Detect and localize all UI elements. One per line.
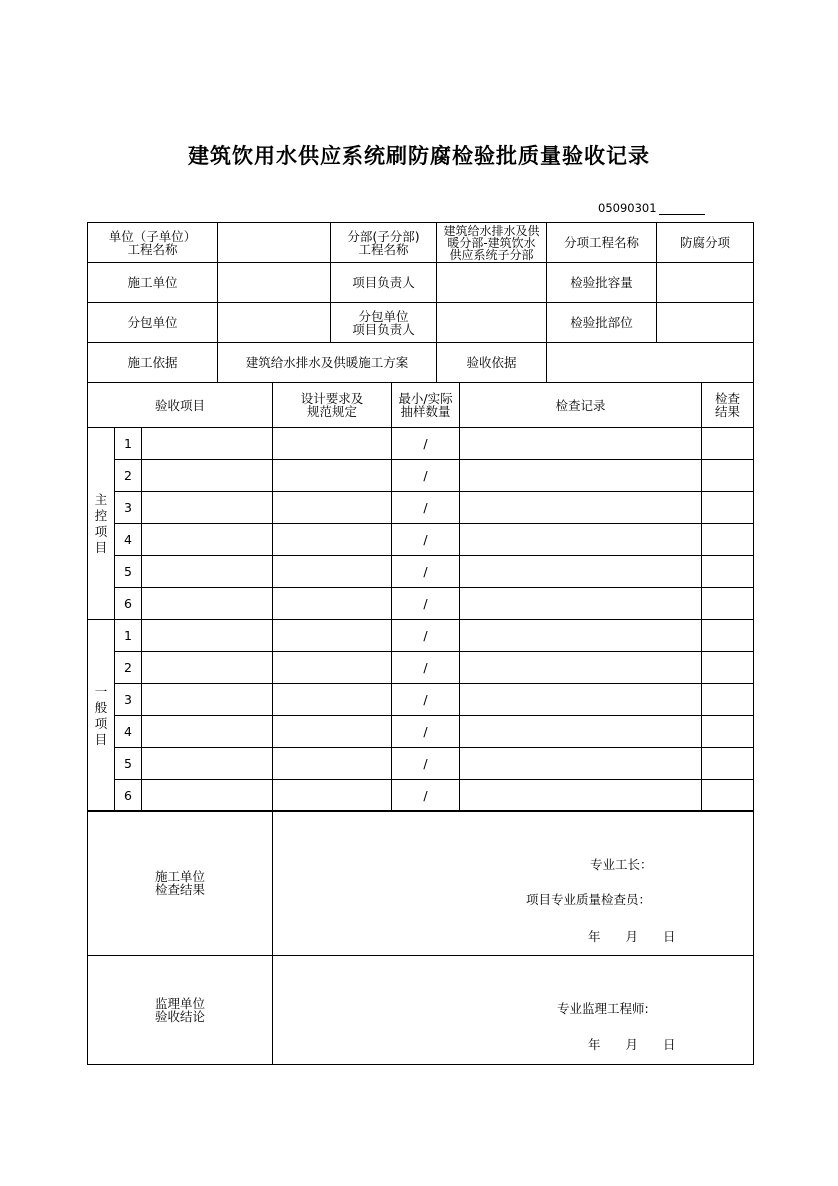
table-row [88,780,754,812]
supervisor-check-area[interactable] [273,956,754,1065]
construction-basis-label: 施工依据 [88,343,218,383]
unit-name-label: 单位（子单位） 工程名称 [88,223,218,263]
record-cell[interactable] [460,460,702,492]
supervising-engineer-signature-label: 专业监理工程师: [557,1001,649,1016]
contractor-check-label: 施工单位 检查结果 [88,811,273,956]
item-cell[interactable] [142,588,273,620]
item-cell[interactable] [142,460,273,492]
contractor-check-area[interactable] [273,811,754,956]
subcontractor-label: 分包单位 [88,303,218,343]
row-number: 3 [115,492,142,524]
column-header-record: 检查记录 [460,383,702,428]
sample-cell[interactable]: / [392,492,460,524]
row-number: 5 [115,748,142,780]
supervisor-check-label: 监理单位 验收结论 [88,956,273,1065]
table-row [88,684,754,716]
item-cell[interactable] [142,524,273,556]
item-name-value[interactable]: 防腐分项 [657,223,754,263]
subcontractor-value[interactable] [218,303,331,343]
signoff-table [87,810,754,1065]
design-cell[interactable] [273,460,392,492]
sample-cell[interactable]: / [392,684,460,716]
sample-cell[interactable]: / [392,556,460,588]
table-row [88,716,754,748]
subdivision-name-value[interactable]: 建筑给水排水及供 暖分部-建筑饮水 供应系统子分部 [437,223,547,263]
record-cell[interactable] [460,748,702,780]
unit-name-value[interactable] [218,223,331,263]
result-cell[interactable] [702,780,754,812]
design-cell[interactable] [273,588,392,620]
row-number: 4 [115,716,142,748]
table-row [88,460,754,492]
result-cell[interactable] [702,556,754,588]
sample-cell[interactable]: / [392,716,460,748]
result-cell[interactable] [702,460,754,492]
inspection-table [87,382,754,812]
item-cell[interactable] [142,428,273,460]
result-cell[interactable] [702,524,754,556]
record-cell[interactable] [460,684,702,716]
record-cell[interactable] [460,556,702,588]
supervisor-date: 年 月 日 [588,1037,676,1052]
result-cell[interactable] [702,620,754,652]
result-cell[interactable] [702,716,754,748]
row-number: 6 [115,588,142,620]
design-cell[interactable] [273,620,392,652]
design-cell[interactable] [273,716,392,748]
design-cell[interactable] [273,748,392,780]
record-cell[interactable] [460,716,702,748]
record-cell[interactable] [460,780,702,812]
column-header-sample: 最小/实际 抽样数量 [392,383,460,428]
sample-cell[interactable]: / [392,588,460,620]
batch-location-label: 检验批部位 [547,303,657,343]
row-number: 5 [115,556,142,588]
construction-basis-value[interactable]: 建筑给水排水及供暖施工方案 [218,343,437,383]
design-cell[interactable] [273,428,392,460]
item-cell[interactable] [142,652,273,684]
page-title: 建筑饮用水供应系统刷防腐检验批质量验收记录 [188,144,650,168]
design-cell[interactable] [273,556,392,588]
sample-cell[interactable]: / [392,460,460,492]
project-manager-label: 项目负责人 [331,263,437,303]
foreman-signature-label: 专业工长： [590,857,653,872]
main-control-label: 主 控 项 目 [88,428,115,620]
item-cell[interactable] [142,780,273,812]
record-cell[interactable] [460,588,702,620]
acceptance-basis-label: 验收依据 [437,343,547,383]
sample-cell[interactable]: / [392,748,460,780]
record-cell[interactable] [460,428,702,460]
table-row [88,492,754,524]
result-cell[interactable] [702,428,754,460]
item-cell[interactable] [142,620,273,652]
record-cell[interactable] [460,524,702,556]
general-items-label: 一 般 项 目 [88,620,115,812]
row-number: 6 [115,780,142,812]
item-cell[interactable] [142,556,273,588]
item-name-label: 分项工程名称 [547,223,657,263]
design-cell[interactable] [273,652,392,684]
row-number: 1 [115,428,142,460]
table-row [88,428,754,460]
result-cell[interactable] [702,492,754,524]
sample-cell[interactable]: / [392,652,460,684]
row-number: 3 [115,684,142,716]
table-row [88,652,754,684]
result-cell[interactable] [702,588,754,620]
column-header-design: 设计要求及 规范规定 [273,383,392,428]
contractor-label: 施工单位 [88,263,218,303]
sample-cell[interactable]: / [392,780,460,812]
form-code-number: 05090301 [598,201,657,215]
record-cell[interactable] [460,652,702,684]
design-cell[interactable] [273,780,392,812]
form-code [598,201,705,215]
batch-location-value[interactable] [657,303,754,343]
row-number: 4 [115,524,142,556]
project-manager-value[interactable] [437,263,547,303]
result-cell[interactable] [702,684,754,716]
column-header-result: 检查 结果 [702,383,754,428]
record-cell[interactable] [460,620,702,652]
sample-cell[interactable]: / [392,524,460,556]
table-row [88,748,754,780]
batch-capacity-value[interactable] [657,263,754,303]
table-row [88,588,754,620]
result-cell[interactable] [702,652,754,684]
batch-capacity-label: 检验批容量 [547,263,657,303]
table-row [88,620,754,652]
form-code-blank[interactable] [659,203,705,215]
contractor-value[interactable] [218,263,331,303]
design-cell[interactable] [273,684,392,716]
design-cell[interactable] [273,492,392,524]
sub-project-manager-label: 分包单位 项目负责人 [331,303,437,343]
column-header-item: 验收项目 [88,383,273,428]
item-cell[interactable] [142,492,273,524]
quality-inspector-signature-label: 项目专业质量检查员： [526,892,652,907]
header-table [87,222,754,383]
contractor-date: 年 月 日 [588,929,676,944]
item-cell[interactable] [142,716,273,748]
row-number: 2 [115,460,142,492]
row-number: 2 [115,652,142,684]
record-cell[interactable] [460,492,702,524]
row-number: 1 [115,620,142,652]
item-cell[interactable] [142,748,273,780]
table-row [88,524,754,556]
table-row [88,556,754,588]
design-cell[interactable] [273,524,392,556]
acceptance-basis-value[interactable] [547,343,754,383]
sub-project-manager-value[interactable] [437,303,547,343]
sample-cell[interactable]: / [392,428,460,460]
subdivision-name-label: 分部(子分部) 工程名称 [331,223,437,263]
sample-cell[interactable]: / [392,620,460,652]
result-cell[interactable] [702,748,754,780]
item-cell[interactable] [142,684,273,716]
